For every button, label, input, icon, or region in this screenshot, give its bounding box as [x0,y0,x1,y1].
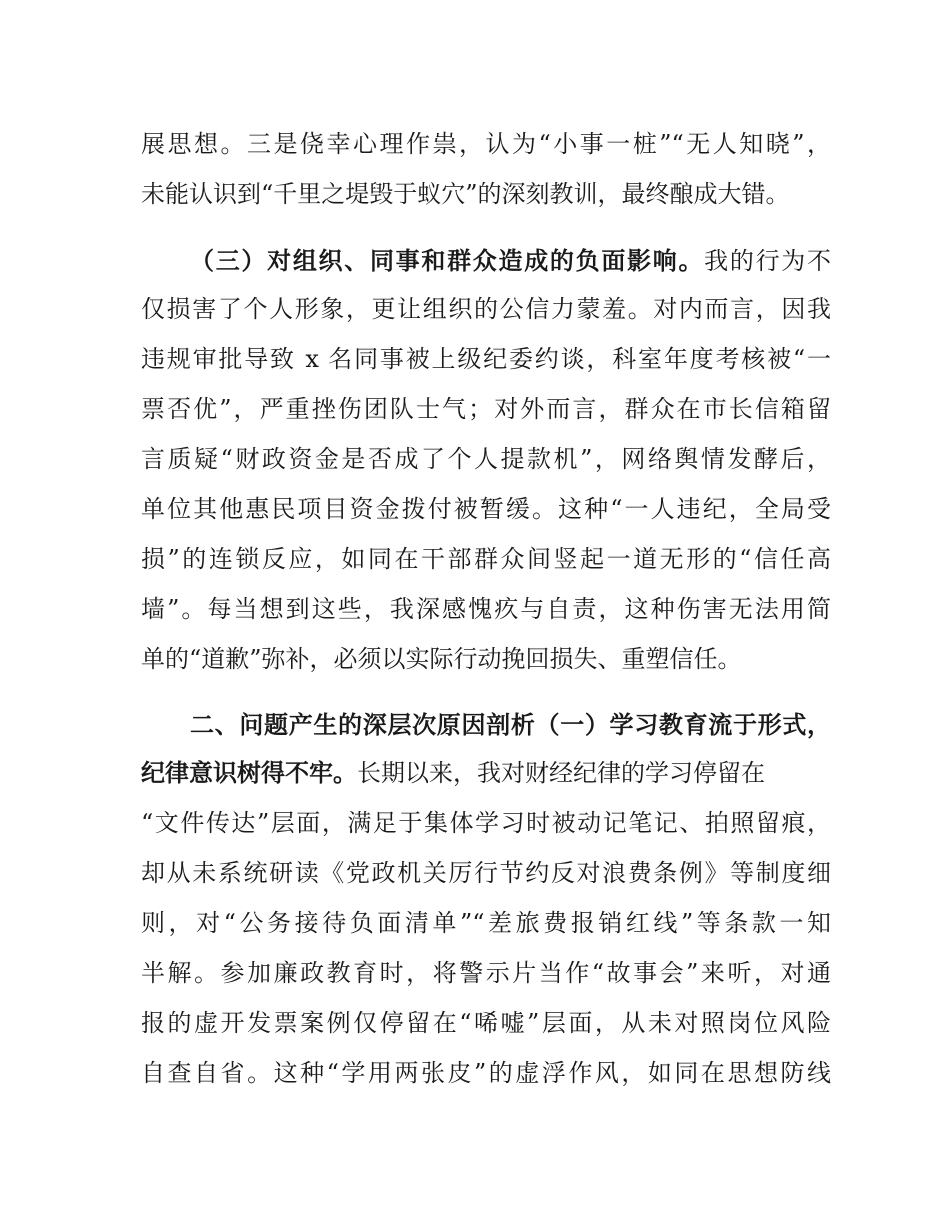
body-text-line: 展思想。三是侥幸心理作祟，认为“小事一桩”“无人知晓”， [141,130,831,158]
body-text-line: 报的虚开发票案例仅停留在“唏嘘”层面，从未对照岗位风险 [141,1009,831,1037]
body-text-line: 自查自省。这种“学用两张皮”的虚浮作风，如同在思想防线 [141,1059,831,1087]
body-text-line: 单位其他惠民项目资金拨付被暂缓。这种“一人违纪，全局受 [141,495,831,523]
paragraph-heading-line [141,753,831,793]
section-heading: （三）对组织、同事和群众造成的负面影响。 [190,247,705,275]
section-heading: 纪律意识树得不牢。 [141,759,357,787]
body-text-line: 则，对“公务接待负面清单”“差旅费报销红线”等条款一知 [141,909,831,937]
body-text-segment: 我的行为不 [704,247,831,275]
body-text-line: 言质疑“财政资金是否成了个人提款机”，网络舆情发酵后， [141,445,831,473]
section-heading: 二、问题产生的深层次原因剖析（一）学习教育流于形式， [190,711,831,739]
body-text-line: 却从未系统研读《党政机关厉行节约反对浪费条例》等制度细 [141,859,831,887]
paragraph-heading-line [190,241,831,281]
body-text-segment: 长期以来，我对财经纪律的学习停留在 [357,759,765,787]
body-text-line: 票否优”，严重挫伤团队士气；对外而言，群众在市长信箱留 [141,395,831,423]
body-text-line: 单的“道歉”弥补，必须以实际行动挽回损失、重塑信任。 [141,645,742,673]
body-text-line: 损”的连锁反应，如同在干部群众间竖起一道无形的“信任高 [141,545,831,573]
body-text-line: 未能认识到“千里之堤毁于蚁穴”的深刻教训，最终酿成大错。 [141,180,790,208]
body-text-line: “文件传达”层面，满足于集体学习时被动记笔记、拍照留痕， [141,809,831,837]
body-text-line: 仅损害了个人形象，更让组织的公信力蒙羞。对内而言，因我 [141,295,831,323]
body-text-line: 违规审批导致 x 名同事被上级纪委约谈，科室年度考核被“一 [141,345,831,373]
body-text-line: 半解。参加廉政教育时，将警示片当作“故事会”来听，对通 [141,959,831,987]
body-text-line: 墙”。每当想到这些，我深感愧疚与自责，这种伤害无法用简 [141,595,831,623]
